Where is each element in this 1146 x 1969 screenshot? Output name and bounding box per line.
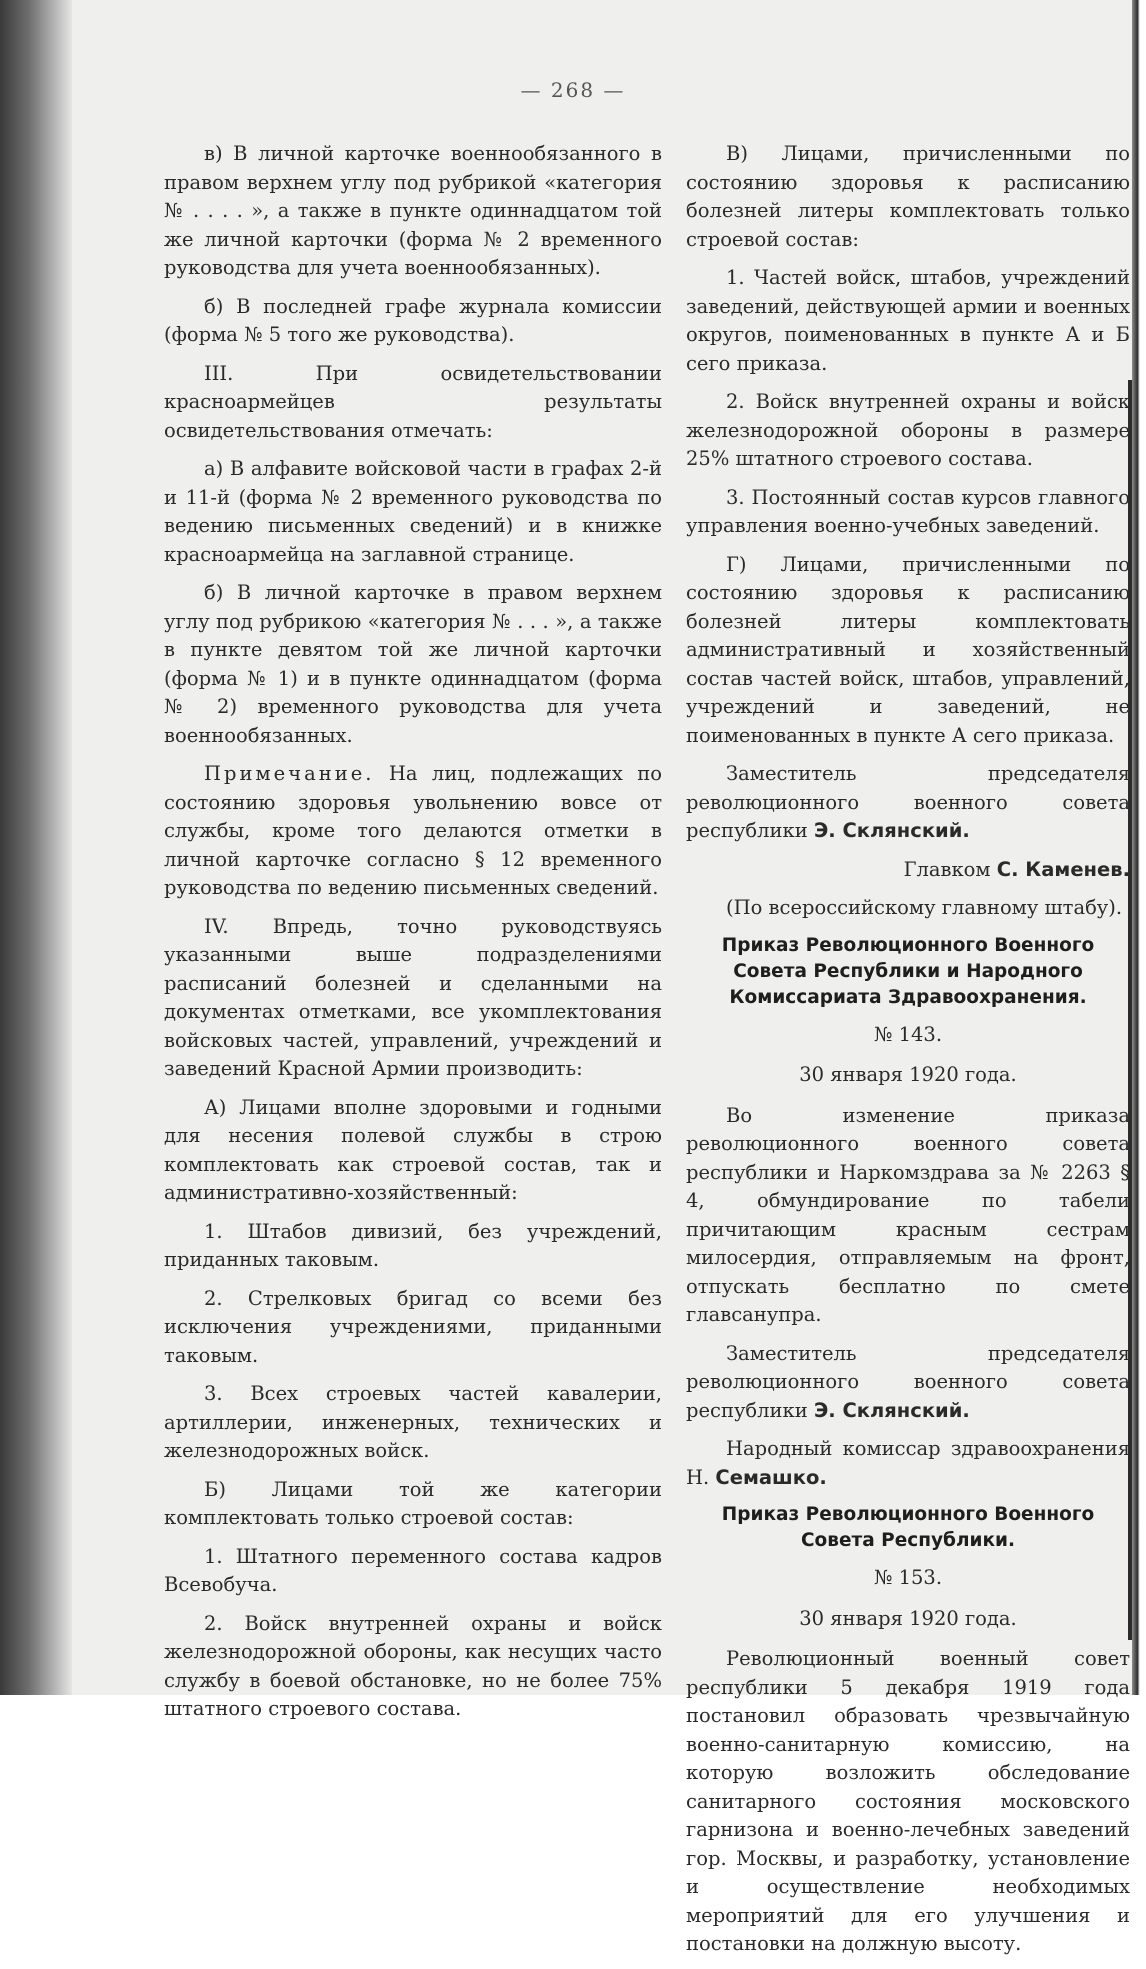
order-text: Во изменение приказа революционного военного совета республики и Наркомздрава за № 2263 § 4, обмундирование по табели причитающим красным сестрам милосердия, отправляемым на фронт, отпускать бесплатно по смете главсанупра.: [686, 1103, 1130, 1326]
order-text: Революционный военный совет республики 5 декабря 1919 года постановил образовать чрезвычайную военно-санитарную комиссию, на которую возложить обследование санитарного состояния московского гарнизона и военно-лечебных заведений гор. Москвы, и разработку, установление и осуществление необходимых мероприятий для его улучшения и постановки на должную высоту.: [686, 1647, 1130, 1955]
right-paragraph: 3. Постоянный состав курсов главного управления военно-учебных заведений.: [686, 485, 1130, 537]
left-page-shadow: [0, 0, 72, 1695]
left-paragraph: 2. Войск внутренней охраны и войск железнодорожной обороны, как несущих часто службу в боевой обстановке, но не более 75% штатного строевого состава.: [164, 1611, 662, 1720]
signature-block: [686, 1340, 1130, 1426]
right-paragraph: Г) Лицами, причисленными по состоянию здоровья к расписанию болезней литеры комплектовать административный и хозяйственный состав частей войск, штабов, управлений, учреждений и заведений, не поименованных в пункте А сего приказа.: [686, 552, 1130, 747]
left-paragraph: 3. Всех строевых частей кавалерии, артиллерии, инженерных, технических и железнодорожных войск.: [164, 1382, 662, 1462]
left-paragraph: б) В личной карточке в правом верхнем углу под рубрикою «категория № . . . », а также в пункте девятом той же личной карточки (форма № 1) и в пункте одиннадцатом (форма № 2) временного руководства для учета военнообязанных.: [164, 581, 662, 747]
order-date: 30 января 1920 года.: [799, 1606, 1017, 1630]
left-paragraph: 2. Стрелковых бригад со всеми без исключения учреждениями, приданными таковым.: [164, 1286, 662, 1367]
note-paragraph: [164, 760, 662, 903]
signature-block: [686, 760, 1130, 846]
staff-note: (По всероссийскому главному штабу).: [726, 896, 1123, 919]
signature-name: Э. Склянский.: [813, 819, 970, 842]
signature-title: Заместитель председателя революционного военного совета республики: [686, 1341, 1130, 1422]
left-paragraph: Б) Лицами той же категории комплектовать только строевой состав:: [164, 1477, 662, 1529]
right-paragraph: 1. Частей войск, штабов, учреждений заведений, действующей армии и военных округов, поименованных в пункте А и Б сего приказа.: [686, 266, 1130, 375]
order-title: Приказ Революционного Военного Совета Республики и Народного Комиссариата Здравоохранения.: [721, 934, 1095, 1008]
signature-name: Э. Склянский.: [813, 1398, 970, 1422]
left-paragraph: III. При освидетельствовании красноармейцев результаты освидетельствования отмечать:: [164, 361, 662, 442]
signature-block: [686, 1435, 1130, 1492]
right-paragraph: В) Лицами, причисленными по состоянию здоровья к расписанию болезней литеры комплектовать только строевой состав:: [686, 142, 1130, 251]
left-paragraph: 1. Штабов дивизий, без учреждений, приданных таковым.: [164, 1219, 662, 1271]
right-column: [686, 140, 1130, 1969]
signature-title: Заместитель председателя революционного военного совета республики: [686, 762, 1130, 842]
left-paragraph: 1. Штатного переменного состава кадров Всевобуча.: [164, 1544, 662, 1596]
order-number: № 153.: [873, 1566, 943, 1589]
note-label: Примечание.: [204, 762, 375, 785]
signature-name: С. Каменев.: [996, 857, 1130, 881]
page-number: — 268 —: [520, 78, 626, 102]
left-paragraph: IV. Впредь, точно руководствуясь указанными выше подразделениями расписаний болезней и сделанными на документах отметками, все укомплектования войсковых частей, управлений, учреждений и заведений Красной Армии производить:: [164, 914, 662, 1080]
signature-block: [686, 856, 1130, 885]
order-date: 30 января 1920 года.: [799, 1063, 1017, 1086]
left-paragraph: б) В последней графе журнала комиссии (форма № 5 того же руководства).: [164, 294, 662, 346]
left-paragraph: в) В личной карточке военнообязанного в правом верхнем углу под рубрикой «категория № . . . . », а также в пункте одиннадцатом той же личной карточки (форма № 2 временного руководства для учета военнообязанных).: [164, 142, 662, 279]
signature-title: Народный комиссар здравоохранения Н.: [686, 1437, 1130, 1489]
right-binding-edge: [1132, 0, 1146, 1695]
left-paragraph: А) Лицами вполне здоровыми и годными для несения полевой службы в строю комплектовать как строевой состав, так и административно-хозяйственный:: [164, 1095, 662, 1204]
signature-name: Семашко.: [715, 1465, 827, 1489]
order-number: № 143.: [873, 1022, 943, 1046]
left-paragraph: а) В алфавите войсковой части в графах 2-й и 11-й (форма № 2 временного руководства по ведению письменных сведений) и в книжке красноармейца на заглавной странице.: [164, 457, 662, 566]
right-paragraph: 2. Войск внутренней охраны и войск железнодорожной обороны в размере 25% штатного строевого состава.: [686, 390, 1130, 470]
order-title: Приказ Революционного Военного Совета Республики.: [721, 1504, 1095, 1551]
note-text: На лиц, подлежащих по состоянию здоровья увольнению вовсе от службы, кроме того делаются отметки в личной карточке согласно § 12 временного руководства по ведению письменных сведений.: [164, 762, 662, 899]
signature-title: Главком: [903, 857, 991, 881]
left-column: [164, 140, 662, 1734]
